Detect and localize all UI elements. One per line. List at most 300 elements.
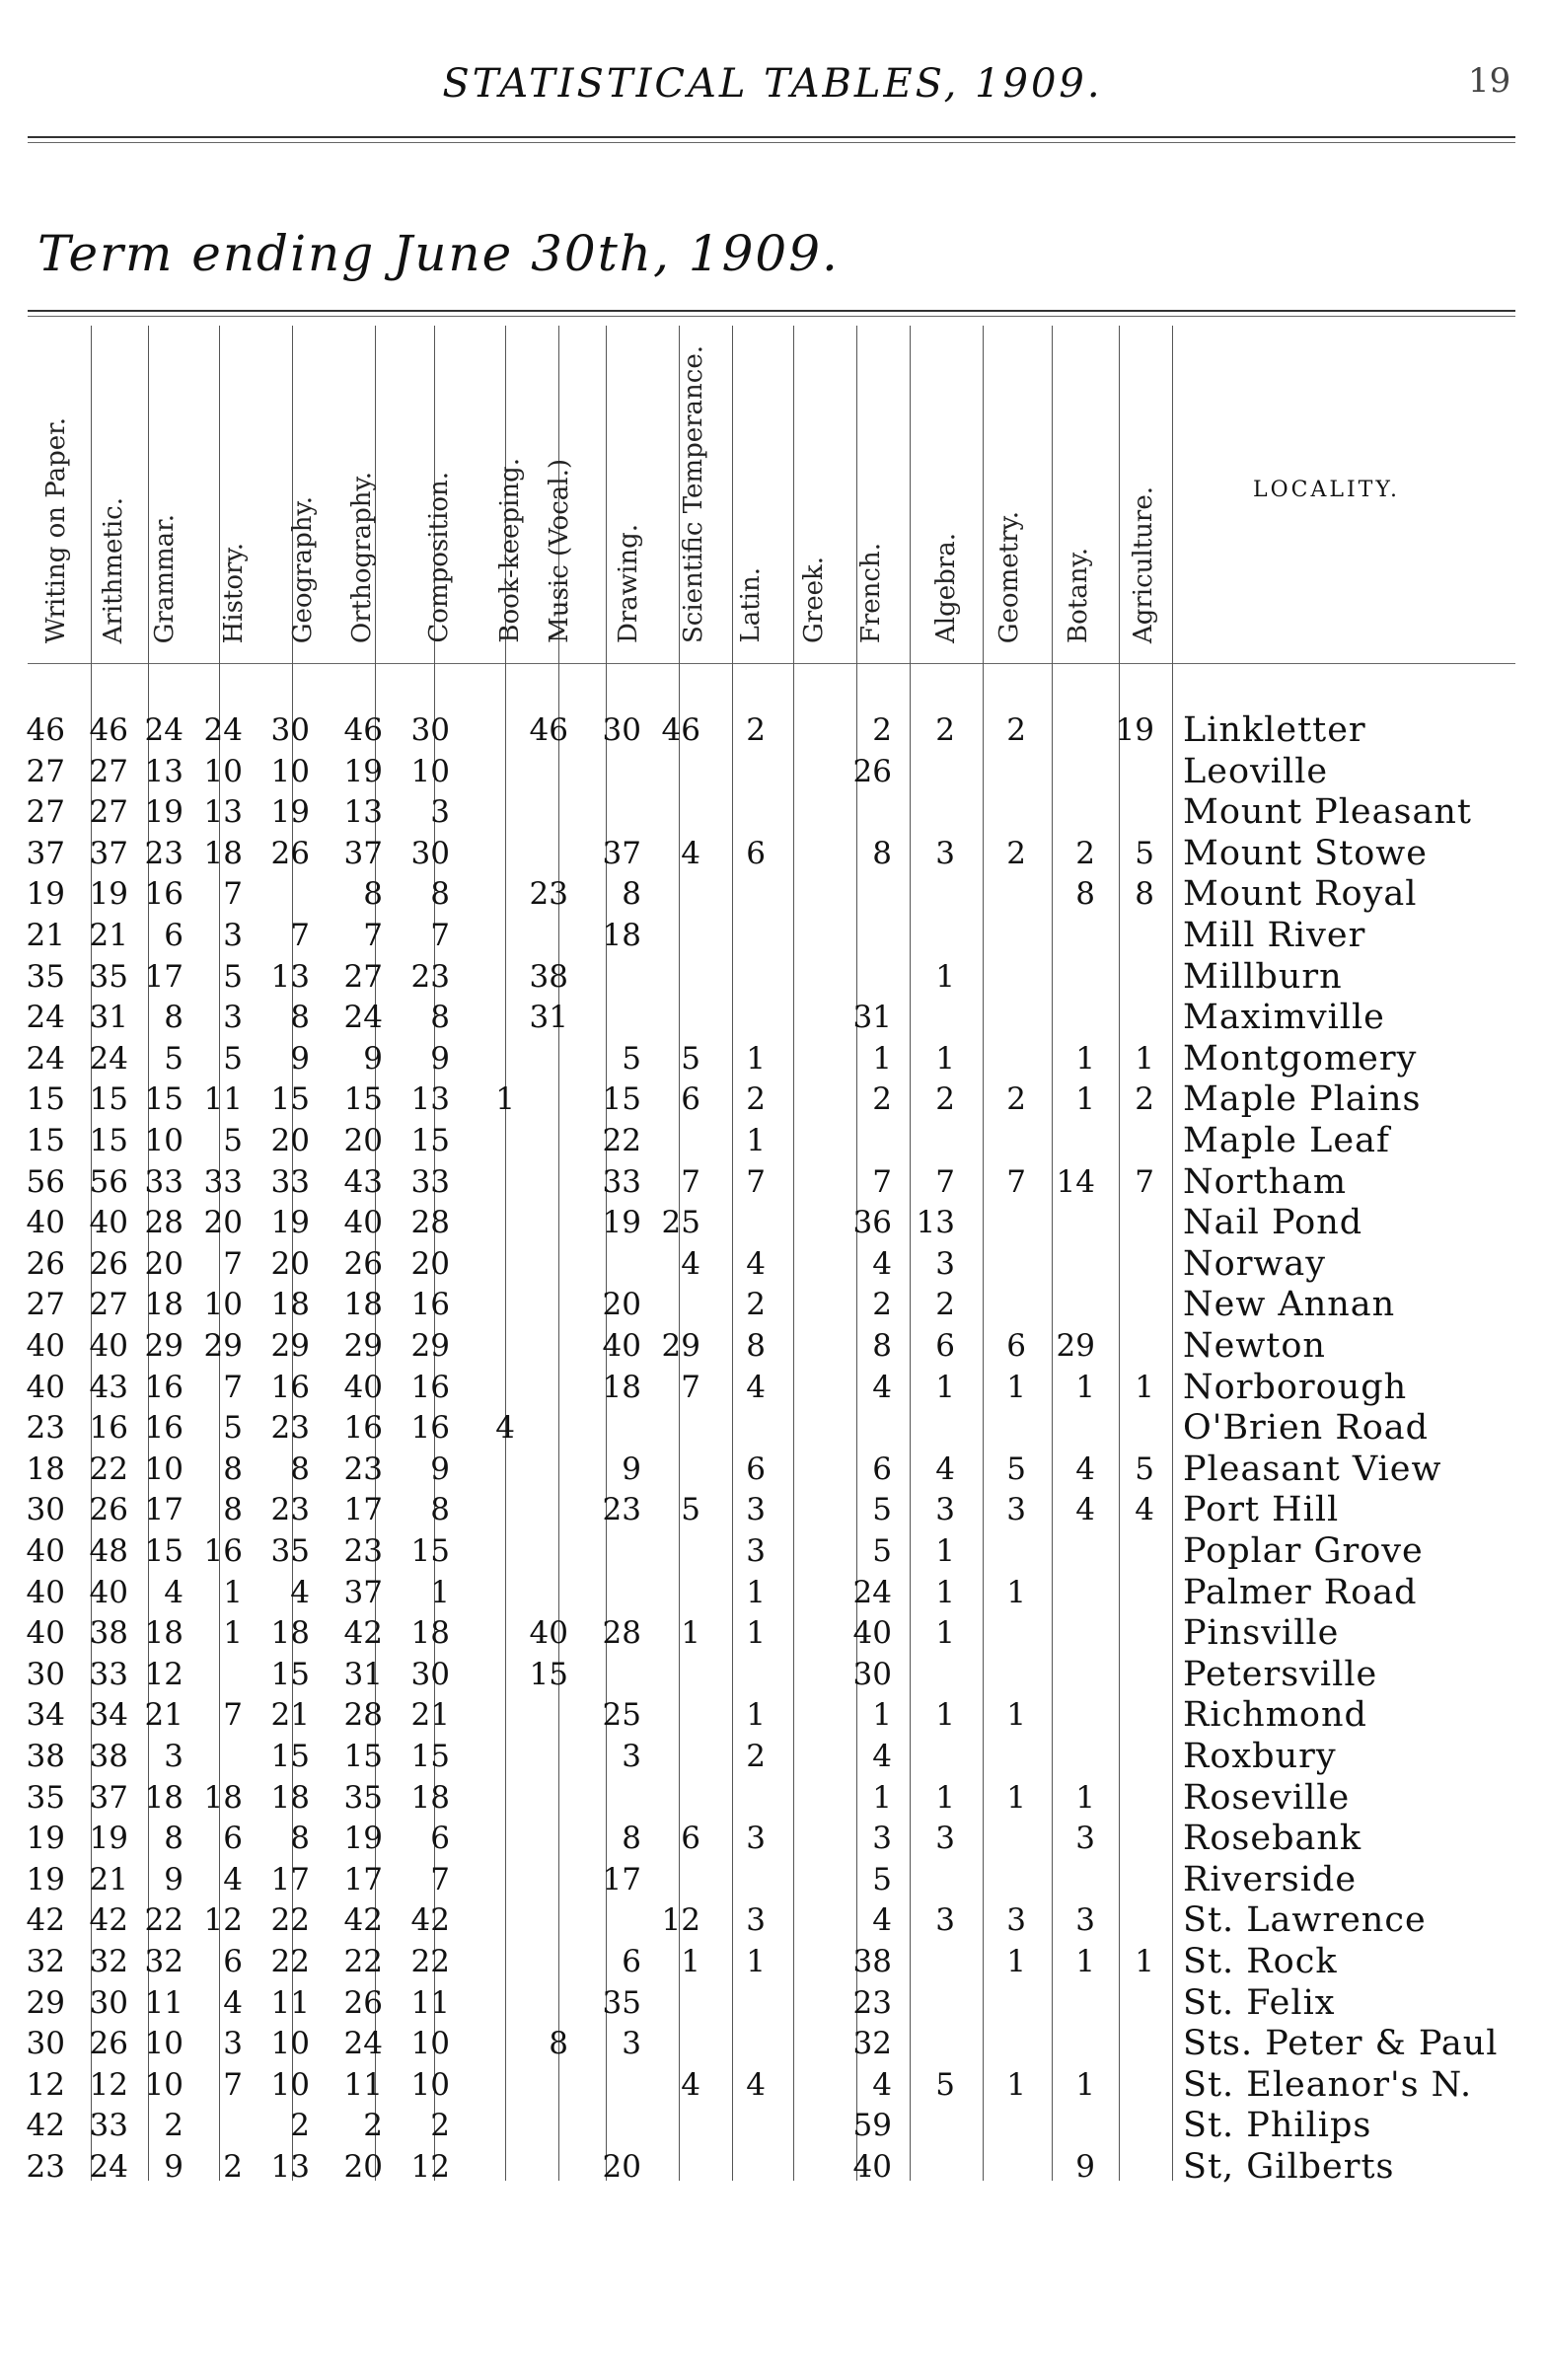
locality-header: LOCALITY. bbox=[1253, 478, 1401, 502]
table-cell: 2 bbox=[746, 1739, 766, 1774]
table-cell: 7 bbox=[1006, 1163, 1026, 1200]
table-cell: 29 bbox=[270, 1328, 310, 1364]
table-cell: 2 bbox=[1006, 835, 1026, 871]
table-cell: 4 bbox=[1075, 1450, 1095, 1487]
table-cell: 19 bbox=[89, 876, 128, 913]
table-cell: 10 bbox=[270, 753, 310, 789]
table-cell: 1 bbox=[746, 1615, 766, 1652]
table-cell: 29 bbox=[1056, 1328, 1095, 1364]
table-cell: 27 bbox=[26, 1287, 65, 1323]
table-cell: 23 bbox=[343, 1533, 383, 1569]
table-cell: 15 bbox=[602, 1081, 641, 1118]
locality-name: Petersville bbox=[1183, 1654, 1378, 1694]
table-cell: 33 bbox=[203, 1163, 243, 1200]
table-cell: 1 bbox=[1006, 1944, 1026, 1979]
table-cell: 7 bbox=[223, 1245, 243, 1282]
table-cell: 30 bbox=[89, 1984, 128, 2021]
table-cell: 13 bbox=[144, 753, 184, 789]
table-cell: 42 bbox=[410, 1902, 450, 1939]
table-cell: 1 bbox=[935, 1697, 955, 1734]
table-cell: 48 bbox=[89, 1533, 128, 1569]
locality-name: Mount Royal bbox=[1183, 874, 1418, 915]
table-cell: 16 bbox=[410, 1287, 450, 1323]
table-cell: 38 bbox=[852, 1944, 892, 1979]
table-cell: 13 bbox=[916, 1205, 955, 1241]
table-cell: 9 bbox=[164, 1861, 184, 1897]
table-cell: 40 bbox=[26, 1574, 65, 1610]
table-cell: 5 bbox=[1135, 1450, 1154, 1487]
table-cell: 33 bbox=[602, 1163, 641, 1200]
table-cell: 6 bbox=[622, 1944, 641, 1979]
table-cell: 6 bbox=[681, 1821, 700, 1857]
table-cell: 40 bbox=[89, 1574, 128, 1610]
table-cell: 22 bbox=[602, 1123, 641, 1158]
table-cell: 27 bbox=[26, 753, 65, 789]
table-cell: 24 bbox=[852, 1574, 892, 1610]
table-cell: 2 bbox=[290, 2108, 310, 2144]
table-cell: 10 bbox=[144, 1123, 184, 1158]
table-cell: 30 bbox=[26, 1656, 65, 1692]
table-top-rule bbox=[28, 310, 1515, 312]
table-cell: 9 bbox=[363, 1040, 383, 1077]
table-cell: 35 bbox=[270, 1533, 310, 1569]
table-cell: 3 bbox=[223, 918, 243, 953]
table-cell: 1 bbox=[746, 1944, 766, 1979]
table-cell: 4 bbox=[872, 1245, 892, 1282]
table-cell: 3 bbox=[746, 1492, 766, 1528]
table-cell: 1 bbox=[223, 1574, 243, 1610]
table-cell: 30 bbox=[410, 712, 450, 748]
column-header: Drawing. bbox=[614, 524, 643, 643]
table-cell: 30 bbox=[410, 835, 450, 871]
table-cell: 18 bbox=[343, 1287, 383, 1323]
table-cell: 2 bbox=[1006, 1081, 1026, 1118]
locality-name: Maple Leaf bbox=[1183, 1121, 1390, 1160]
table-cell: 7 bbox=[223, 2066, 243, 2103]
table-cell: 3 bbox=[935, 1902, 955, 1939]
table-cell: 1 bbox=[1075, 1081, 1095, 1118]
table-cell: 20 bbox=[270, 1123, 310, 1158]
table-cell: 2 bbox=[164, 2108, 184, 2144]
table-cell: 3 bbox=[1075, 1902, 1095, 1939]
locality-name: Mount Stowe bbox=[1183, 833, 1428, 873]
locality-name: St. Lawrence bbox=[1183, 1900, 1427, 1941]
table-cell: 3 bbox=[746, 1533, 766, 1569]
table-cell: 29 bbox=[144, 1328, 184, 1364]
table-cell: 24 bbox=[203, 712, 243, 748]
table-cell: 28 bbox=[410, 1205, 450, 1241]
locality-name: Riverside bbox=[1183, 1859, 1358, 1899]
table-cell: 32 bbox=[89, 1944, 128, 1979]
table-cell: 33 bbox=[270, 1163, 310, 1200]
table-cell: 3 bbox=[935, 1245, 955, 1282]
table-cell: 2 bbox=[363, 2108, 383, 2144]
table-cell: 33 bbox=[144, 1163, 184, 1200]
column-header: Latin. bbox=[736, 567, 766, 643]
table-cell: 1 bbox=[430, 1574, 450, 1610]
table-cell: 20 bbox=[410, 1245, 450, 1282]
table-cell: 3 bbox=[223, 1000, 243, 1036]
table-cell: 27 bbox=[89, 794, 128, 831]
table-cell: 5 bbox=[1006, 1450, 1026, 1487]
table-cell: 7 bbox=[430, 918, 450, 953]
table-cell: 15 bbox=[89, 1081, 128, 1118]
table-cell: 40 bbox=[89, 1205, 128, 1241]
table-cell: 4 bbox=[872, 1369, 892, 1405]
table-cell: 4 bbox=[681, 835, 700, 871]
column-header: Botany. bbox=[1064, 548, 1093, 643]
table-cell: 20 bbox=[144, 1245, 184, 1282]
table-cell: 35 bbox=[343, 1779, 383, 1816]
table-cell: 10 bbox=[144, 2026, 184, 2062]
table-cell: 37 bbox=[89, 1779, 128, 1816]
table-cell: 38 bbox=[529, 958, 568, 995]
table-cell: 19 bbox=[144, 794, 184, 831]
table-cell: 33 bbox=[89, 1656, 128, 1692]
table-cell: 1 bbox=[872, 1697, 892, 1734]
table-cell: 3 bbox=[164, 1739, 184, 1774]
table-cell: 25 bbox=[661, 1205, 700, 1241]
table-cell: 26 bbox=[89, 2026, 128, 2062]
table-cell: 15 bbox=[410, 1533, 450, 1569]
table-cell: 37 bbox=[26, 835, 65, 871]
table-cell: 16 bbox=[203, 1533, 243, 1569]
locality-name: Norway bbox=[1183, 1243, 1327, 1284]
table-cell: 15 bbox=[410, 1123, 450, 1158]
table-cell: 30 bbox=[852, 1656, 892, 1692]
table-cell: 8 bbox=[622, 876, 641, 913]
table-cell: 8 bbox=[164, 1000, 184, 1036]
table-cell: 31 bbox=[529, 1000, 568, 1036]
table-cell: 22 bbox=[89, 1450, 128, 1487]
table-cell: 7 bbox=[290, 918, 310, 953]
table-cell: 26 bbox=[343, 1245, 383, 1282]
table-cell: 3 bbox=[935, 1821, 955, 1857]
table-header-rule bbox=[28, 663, 1515, 664]
table-cell: 56 bbox=[26, 1163, 65, 1200]
table-cell: 6 bbox=[164, 918, 184, 953]
table-cell: 26 bbox=[852, 753, 892, 789]
table-cell: 4 bbox=[872, 1902, 892, 1939]
table-cell: 1 bbox=[935, 958, 955, 995]
table-cell: 35 bbox=[602, 1984, 641, 2021]
locality-name: Sts. Peter & Paul bbox=[1183, 2024, 1499, 2064]
table-cell: 19 bbox=[343, 753, 383, 789]
table-cell: 20 bbox=[270, 1245, 310, 1282]
table-cell: 13 bbox=[203, 794, 243, 831]
locality-name: Montgomery bbox=[1183, 1038, 1418, 1078]
table-cell: 5 bbox=[223, 1410, 243, 1447]
table-cell: 8 bbox=[290, 1000, 310, 1036]
locality-name: Leoville bbox=[1183, 751, 1329, 791]
table-cell: 8 bbox=[290, 1821, 310, 1857]
table-cell: 24 bbox=[343, 1000, 383, 1036]
table-cell: 1 bbox=[1135, 1369, 1154, 1405]
table-cell: 13 bbox=[343, 794, 383, 831]
table-cell: 7 bbox=[872, 1163, 892, 1200]
table-cell: 9 bbox=[430, 1450, 450, 1487]
table-cell: 38 bbox=[26, 1739, 65, 1774]
table-cell: 16 bbox=[144, 1410, 184, 1447]
column-header: Geometry. bbox=[994, 510, 1024, 643]
table-cell: 3 bbox=[935, 835, 955, 871]
locality-name: Maximville bbox=[1183, 998, 1385, 1038]
table-cell: 1 bbox=[1075, 1944, 1095, 1979]
table-cell: 10 bbox=[270, 2026, 310, 2062]
table-cell: 6 bbox=[223, 1944, 243, 1979]
table-cell: 29 bbox=[203, 1328, 243, 1364]
table-cell: 37 bbox=[343, 835, 383, 871]
table-top-rule-thin bbox=[28, 316, 1515, 317]
locality-name: Roxbury bbox=[1183, 1737, 1337, 1776]
table-cell: 1 bbox=[746, 1040, 766, 1077]
locality-name: Palmer Road bbox=[1183, 1572, 1418, 1612]
table-cell: 12 bbox=[89, 2066, 128, 2103]
table-cell: 18 bbox=[26, 1450, 65, 1487]
table-cell: 40 bbox=[343, 1369, 383, 1405]
table-cell: 6 bbox=[223, 1821, 243, 1857]
table-cell: 13 bbox=[410, 1081, 450, 1118]
table-cell: 8 bbox=[430, 1000, 450, 1036]
table-cell: 1 bbox=[746, 1574, 766, 1610]
table-cell: 8 bbox=[363, 876, 383, 913]
locality-name: Maple Plains bbox=[1183, 1079, 1422, 1120]
table-cell: 16 bbox=[410, 1410, 450, 1447]
table-cell: 59 bbox=[852, 2108, 892, 2144]
table-cell: 4 bbox=[495, 1410, 515, 1447]
table-cell: 23 bbox=[270, 1492, 310, 1528]
table-cell: 10 bbox=[410, 753, 450, 789]
table-cell: 19 bbox=[26, 1861, 65, 1897]
table-cell: 8 bbox=[223, 1492, 243, 1528]
table-cell: 24 bbox=[144, 712, 184, 748]
column-header: Orthography. bbox=[347, 471, 377, 643]
table-cell: 5 bbox=[872, 1492, 892, 1528]
table-cell: 18 bbox=[602, 918, 641, 953]
table-cell: 19 bbox=[26, 1821, 65, 1857]
table-cell: 9 bbox=[430, 1040, 450, 1077]
table-cell: 11 bbox=[343, 2066, 383, 2103]
table-cell: 1 bbox=[1006, 1779, 1026, 1816]
table-cell: 40 bbox=[26, 1205, 65, 1241]
table-cell: 16 bbox=[343, 1410, 383, 1447]
table-cell: 1 bbox=[495, 1081, 515, 1118]
locality-name: Millburn bbox=[1183, 956, 1343, 997]
locality-name: Linkletter bbox=[1183, 710, 1366, 750]
table-cell: 16 bbox=[270, 1369, 310, 1405]
locality-name: Northam bbox=[1183, 1161, 1348, 1202]
table-cell: 16 bbox=[144, 876, 184, 913]
table-cell: 12 bbox=[144, 1656, 184, 1692]
table-cell: 31 bbox=[89, 1000, 128, 1036]
column-divider bbox=[606, 326, 607, 2181]
table-cell: 21 bbox=[26, 918, 65, 953]
table-cell: 3 bbox=[622, 2026, 641, 2062]
table-cell: 29 bbox=[343, 1328, 383, 1364]
table-cell: 18 bbox=[203, 835, 243, 871]
table-cell: 40 bbox=[852, 2149, 892, 2185]
table-cell: 2 bbox=[746, 712, 766, 748]
table-cell: 18 bbox=[144, 1287, 184, 1323]
table-cell: 46 bbox=[343, 712, 383, 748]
table-cell: 19 bbox=[602, 1205, 641, 1241]
table-cell: 2 bbox=[1135, 1081, 1154, 1118]
table-cell: 13 bbox=[270, 958, 310, 995]
table-cell: 21 bbox=[89, 1861, 128, 1897]
table-cell: 22 bbox=[410, 1944, 450, 1979]
table-cell: 35 bbox=[26, 1779, 65, 1816]
table-cell: 18 bbox=[270, 1615, 310, 1652]
table-cell: 38 bbox=[89, 1739, 128, 1774]
table-cell: 40 bbox=[852, 1615, 892, 1652]
table-cell: 13 bbox=[270, 2149, 310, 2185]
table-cell: 40 bbox=[89, 1328, 128, 1364]
table-cell: 30 bbox=[602, 712, 641, 748]
table-cell: 4 bbox=[1075, 1492, 1095, 1528]
table-cell: 10 bbox=[144, 1450, 184, 1487]
column-divider bbox=[1119, 326, 1120, 2181]
table-cell: 9 bbox=[164, 2149, 184, 2185]
table-cell: 7 bbox=[746, 1163, 766, 1200]
table-cell: 15 bbox=[343, 1081, 383, 1118]
table-cell: 15 bbox=[529, 1656, 568, 1692]
table-cell: 27 bbox=[89, 1287, 128, 1323]
table-cell: 31 bbox=[343, 1656, 383, 1692]
table-cell: 2 bbox=[872, 712, 892, 748]
table-cell: 56 bbox=[89, 1163, 128, 1200]
table-cell: 42 bbox=[26, 2108, 65, 2144]
table-cell: 23 bbox=[270, 1410, 310, 1447]
table-cell: 42 bbox=[26, 1902, 65, 1939]
table-cell: 2 bbox=[223, 2149, 243, 2185]
table-cell: 15 bbox=[144, 1081, 184, 1118]
table-cell: 46 bbox=[89, 712, 128, 748]
table-cell: 15 bbox=[270, 1081, 310, 1118]
table-cell: 12 bbox=[410, 2149, 450, 2185]
table-cell: 5 bbox=[622, 1040, 641, 1077]
table-cell: 28 bbox=[144, 1205, 184, 1241]
header-rule-thin bbox=[28, 142, 1515, 143]
table-cell: 10 bbox=[270, 2066, 310, 2103]
table-cell: 2 bbox=[1075, 835, 1095, 871]
locality-name: Nail Pond bbox=[1183, 1203, 1363, 1243]
column-header: Greek. bbox=[799, 557, 829, 643]
table-cell: 22 bbox=[343, 1944, 383, 1979]
table-cell: 5 bbox=[681, 1492, 700, 1528]
table-cell: 40 bbox=[26, 1328, 65, 1364]
table-cell: 5 bbox=[872, 1533, 892, 1569]
table-cell: 8 bbox=[872, 835, 892, 871]
column-header: Arithmetic. bbox=[99, 496, 128, 643]
locality-name: Richmond bbox=[1183, 1695, 1367, 1736]
column-header: Music (Vocal.) bbox=[545, 459, 574, 643]
locality-name: Mill River bbox=[1183, 916, 1366, 955]
table-cell: 23 bbox=[26, 2149, 65, 2185]
table-cell: 17 bbox=[270, 1861, 310, 1897]
table-cell: 1 bbox=[1135, 1040, 1154, 1077]
table-cell: 1 bbox=[223, 1615, 243, 1652]
table-cell: 31 bbox=[852, 1000, 892, 1036]
column-header: Geography. bbox=[288, 495, 318, 643]
table-cell: 23 bbox=[343, 1450, 383, 1487]
table-cell: 26 bbox=[270, 835, 310, 871]
table-cell: 5 bbox=[164, 1040, 184, 1077]
table-cell: 1 bbox=[935, 1574, 955, 1610]
table-cell: 18 bbox=[602, 1369, 641, 1405]
table-cell: 3 bbox=[430, 794, 450, 831]
table-cell: 28 bbox=[343, 1697, 383, 1734]
table-cell: 38 bbox=[89, 1615, 128, 1652]
table-cell: 8 bbox=[746, 1328, 766, 1364]
locality-name: Pleasant View bbox=[1183, 1449, 1442, 1489]
table-cell: 40 bbox=[529, 1615, 568, 1652]
table-cell: 32 bbox=[852, 2026, 892, 2062]
table-cell: 18 bbox=[203, 1779, 243, 1816]
table-cell: 1 bbox=[681, 1615, 700, 1652]
table-cell: 35 bbox=[26, 958, 65, 995]
table-cell: 42 bbox=[343, 1615, 383, 1652]
locality-name: Port Hill bbox=[1183, 1490, 1340, 1530]
table-cell: 7 bbox=[935, 1163, 955, 1200]
table-cell: 24 bbox=[89, 1040, 128, 1077]
table-cell: 5 bbox=[681, 1040, 700, 1077]
table-cell: 40 bbox=[343, 1205, 383, 1241]
table-cell: 8 bbox=[223, 1450, 243, 1487]
table-cell: 6 bbox=[681, 1081, 700, 1118]
table-cell: 4 bbox=[746, 2066, 766, 2103]
table-cell: 22 bbox=[270, 1902, 310, 1939]
table-cell: 11 bbox=[144, 1984, 184, 2021]
locality-name: Poplar Grove bbox=[1183, 1531, 1424, 1571]
table-cell: 5 bbox=[935, 2066, 955, 2103]
table-cell: 8 bbox=[430, 1492, 450, 1528]
table-cell: 18 bbox=[270, 1287, 310, 1323]
table-cell: 29 bbox=[26, 1984, 65, 2021]
table-cell: 6 bbox=[935, 1328, 955, 1364]
table-cell: 1 bbox=[935, 1615, 955, 1652]
table-cell: 23 bbox=[410, 958, 450, 995]
column-header: History. bbox=[219, 542, 249, 643]
table-cell: 7 bbox=[223, 876, 243, 913]
table-cell: 10 bbox=[203, 753, 243, 789]
table-cell: 46 bbox=[529, 712, 568, 748]
table-cell: 2 bbox=[872, 1081, 892, 1118]
table-cell: 6 bbox=[746, 1450, 766, 1487]
table-cell: 22 bbox=[144, 1902, 184, 1939]
locality-name: Roseville bbox=[1183, 1777, 1351, 1818]
table-cell: 20 bbox=[343, 1123, 383, 1158]
table-cell: 37 bbox=[343, 1574, 383, 1610]
table-cell: 17 bbox=[144, 1492, 184, 1528]
table-cell: 18 bbox=[410, 1779, 450, 1816]
table-cell: 5 bbox=[223, 1123, 243, 1158]
page-number: 19 bbox=[1468, 61, 1511, 101]
table-cell: 40 bbox=[602, 1328, 641, 1364]
table-cell: 1 bbox=[872, 1040, 892, 1077]
table-cell: 34 bbox=[89, 1697, 128, 1734]
table-cell: 32 bbox=[144, 1944, 184, 1979]
table-cell: 43 bbox=[343, 1163, 383, 1200]
table-cell: 27 bbox=[89, 753, 128, 789]
table-cell: 10 bbox=[410, 2026, 450, 2062]
locality-name: Newton bbox=[1183, 1326, 1326, 1366]
table-cell: 2 bbox=[872, 1287, 892, 1323]
header-rule bbox=[28, 136, 1515, 138]
table-cell: 15 bbox=[26, 1123, 65, 1158]
table-cell: 18 bbox=[144, 1615, 184, 1652]
table-cell: 4 bbox=[164, 1574, 184, 1610]
column-header: Composition. bbox=[424, 472, 454, 643]
